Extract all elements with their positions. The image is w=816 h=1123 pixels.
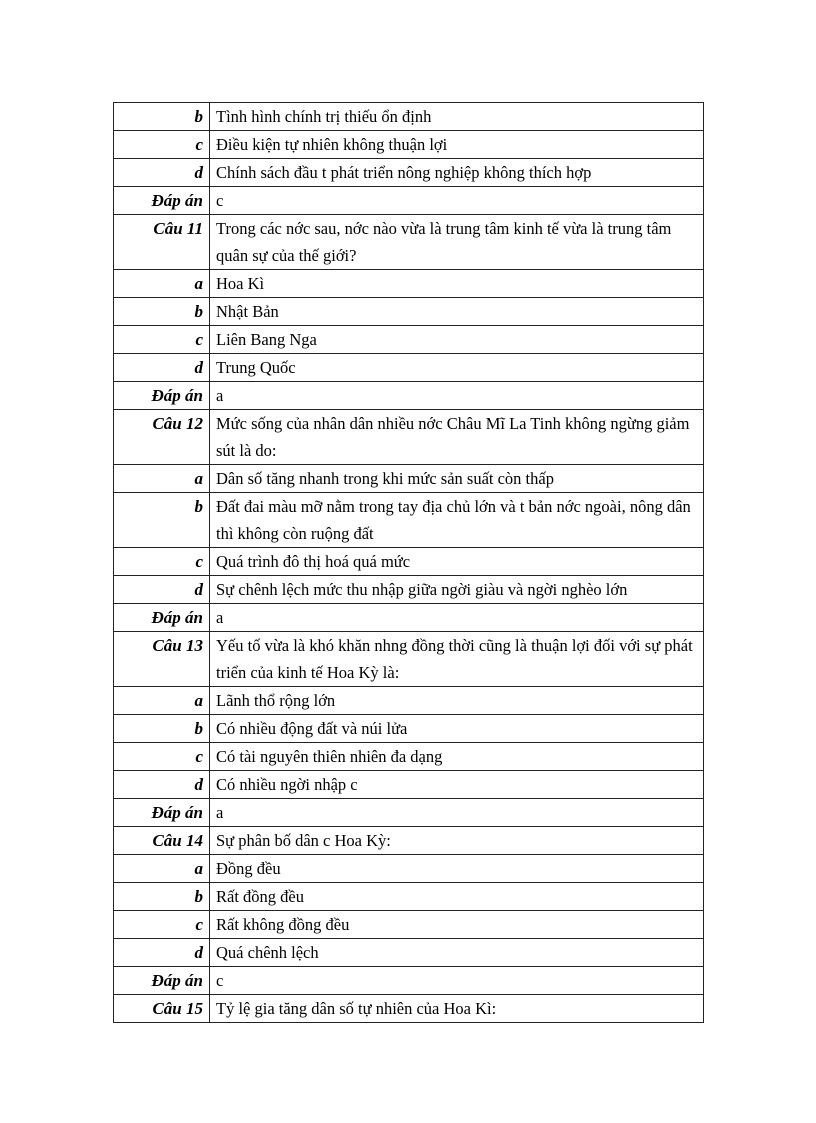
answer-value: c: [210, 187, 704, 215]
row-text: Có nhiều ngời nhập c: [210, 771, 704, 799]
table-row: [114, 883, 704, 911]
table-row: [114, 911, 704, 939]
table-row: [114, 493, 704, 548]
table-row: [114, 771, 704, 799]
table-row: [114, 298, 704, 326]
row-text: Nhật Bản: [210, 298, 704, 326]
row-label: a: [114, 270, 210, 298]
question-sheet: [113, 102, 704, 1023]
table-row: [114, 354, 704, 382]
row-label: b: [114, 715, 210, 743]
row-text: Tình hình chính trị thiếu ổn định: [210, 103, 704, 131]
row-text: Liên Bang Nga: [210, 326, 704, 354]
row-text: Lãnh thổ rộng lớn: [210, 687, 704, 715]
table-row: [114, 687, 704, 715]
table-row: [114, 855, 704, 883]
question-label: Câu 15: [114, 995, 210, 1023]
question-label: Câu 13: [114, 632, 210, 687]
table-row: [114, 548, 704, 576]
row-label: d: [114, 576, 210, 604]
question-text: Trong các nớc sau, nớc nào vừa là trung tâm kinh tế vừa là trung tâm quân sự của thế giới?: [210, 215, 704, 270]
answer-value: a: [210, 382, 704, 410]
question-table: [113, 102, 704, 1023]
table-row: [114, 215, 704, 270]
row-label: d: [114, 939, 210, 967]
table-row: [114, 576, 704, 604]
answer-value: c: [210, 967, 704, 995]
answer-label: Đáp án: [114, 799, 210, 827]
table-row: [114, 465, 704, 493]
table-row: [114, 604, 704, 632]
row-text: Đồng đều: [210, 855, 704, 883]
row-label: d: [114, 159, 210, 187]
row-label: a: [114, 687, 210, 715]
table-row: [114, 270, 704, 298]
row-text: Hoa Kì: [210, 270, 704, 298]
question-label: Câu 11: [114, 215, 210, 270]
row-label: d: [114, 771, 210, 799]
answer-label: Đáp án: [114, 187, 210, 215]
table-row: [114, 632, 704, 687]
row-label: b: [114, 298, 210, 326]
row-text: Quá trình đô thị hoá quá mức: [210, 548, 704, 576]
table-row: [114, 187, 704, 215]
row-text: Sự chênh lệch mức thu nhập giữa ngời giàu và ngời nghèo lớn: [210, 576, 704, 604]
row-label: c: [114, 911, 210, 939]
table-row: [114, 715, 704, 743]
table-row: [114, 382, 704, 410]
row-label: c: [114, 548, 210, 576]
row-text: Đất đai màu mỡ nằm trong tay địa chủ lớn và t bản nớc ngoài, nông dân thì không còn ruộng đất: [210, 493, 704, 548]
row-text: Quá chênh lệch: [210, 939, 704, 967]
question-label: Câu 14: [114, 827, 210, 855]
table-row: [114, 326, 704, 354]
answer-label: Đáp án: [114, 967, 210, 995]
row-text: Trung Quốc: [210, 354, 704, 382]
row-label: d: [114, 354, 210, 382]
table-row: [114, 131, 704, 159]
row-label: b: [114, 493, 210, 548]
row-label: c: [114, 743, 210, 771]
row-text: Rất đồng đều: [210, 883, 704, 911]
question-text: Sự phân bố dân c Hoa Kỳ:: [210, 827, 704, 855]
question-text: Mức sống của nhân dân nhiều nớc Châu Mĩ La Tinh không ngừng giảm sút là do:: [210, 410, 704, 465]
answer-label: Đáp án: [114, 382, 210, 410]
table-row: [114, 967, 704, 995]
question-text: Tỷ lệ gia tăng dân số tự nhiên của Hoa Kì:: [210, 995, 704, 1023]
table-row: [114, 939, 704, 967]
question-text: Yếu tố vừa là khó khăn nhng đồng thời cũng là thuận lợi đối với sự phát triển của kinh tế Hoa Kỳ là:: [210, 632, 704, 687]
table-row: [114, 743, 704, 771]
row-text: Dân số tăng nhanh trong khi mức sản suất còn thấp: [210, 465, 704, 493]
row-text: Có nhiều động đất và núi lửa: [210, 715, 704, 743]
row-label: c: [114, 326, 210, 354]
table-row: [114, 159, 704, 187]
row-label: b: [114, 883, 210, 911]
table-row: [114, 827, 704, 855]
row-label: c: [114, 131, 210, 159]
row-label: b: [114, 103, 210, 131]
row-text: Có tài nguyên thiên nhiên đa dạng: [210, 743, 704, 771]
row-text: Rất không đồng đều: [210, 911, 704, 939]
row-label: a: [114, 855, 210, 883]
table-row: [114, 103, 704, 131]
row-text: Điều kiện tự nhiên không thuận lợi: [210, 131, 704, 159]
answer-label: Đáp án: [114, 604, 210, 632]
answer-value: a: [210, 604, 704, 632]
answer-value: a: [210, 799, 704, 827]
table-row: [114, 410, 704, 465]
row-text: Chính sách đầu t phát triển nông nghiệp không thích hợp: [210, 159, 704, 187]
row-label: a: [114, 465, 210, 493]
table-row: [114, 995, 704, 1023]
table-row: [114, 799, 704, 827]
question-label: Câu 12: [114, 410, 210, 465]
